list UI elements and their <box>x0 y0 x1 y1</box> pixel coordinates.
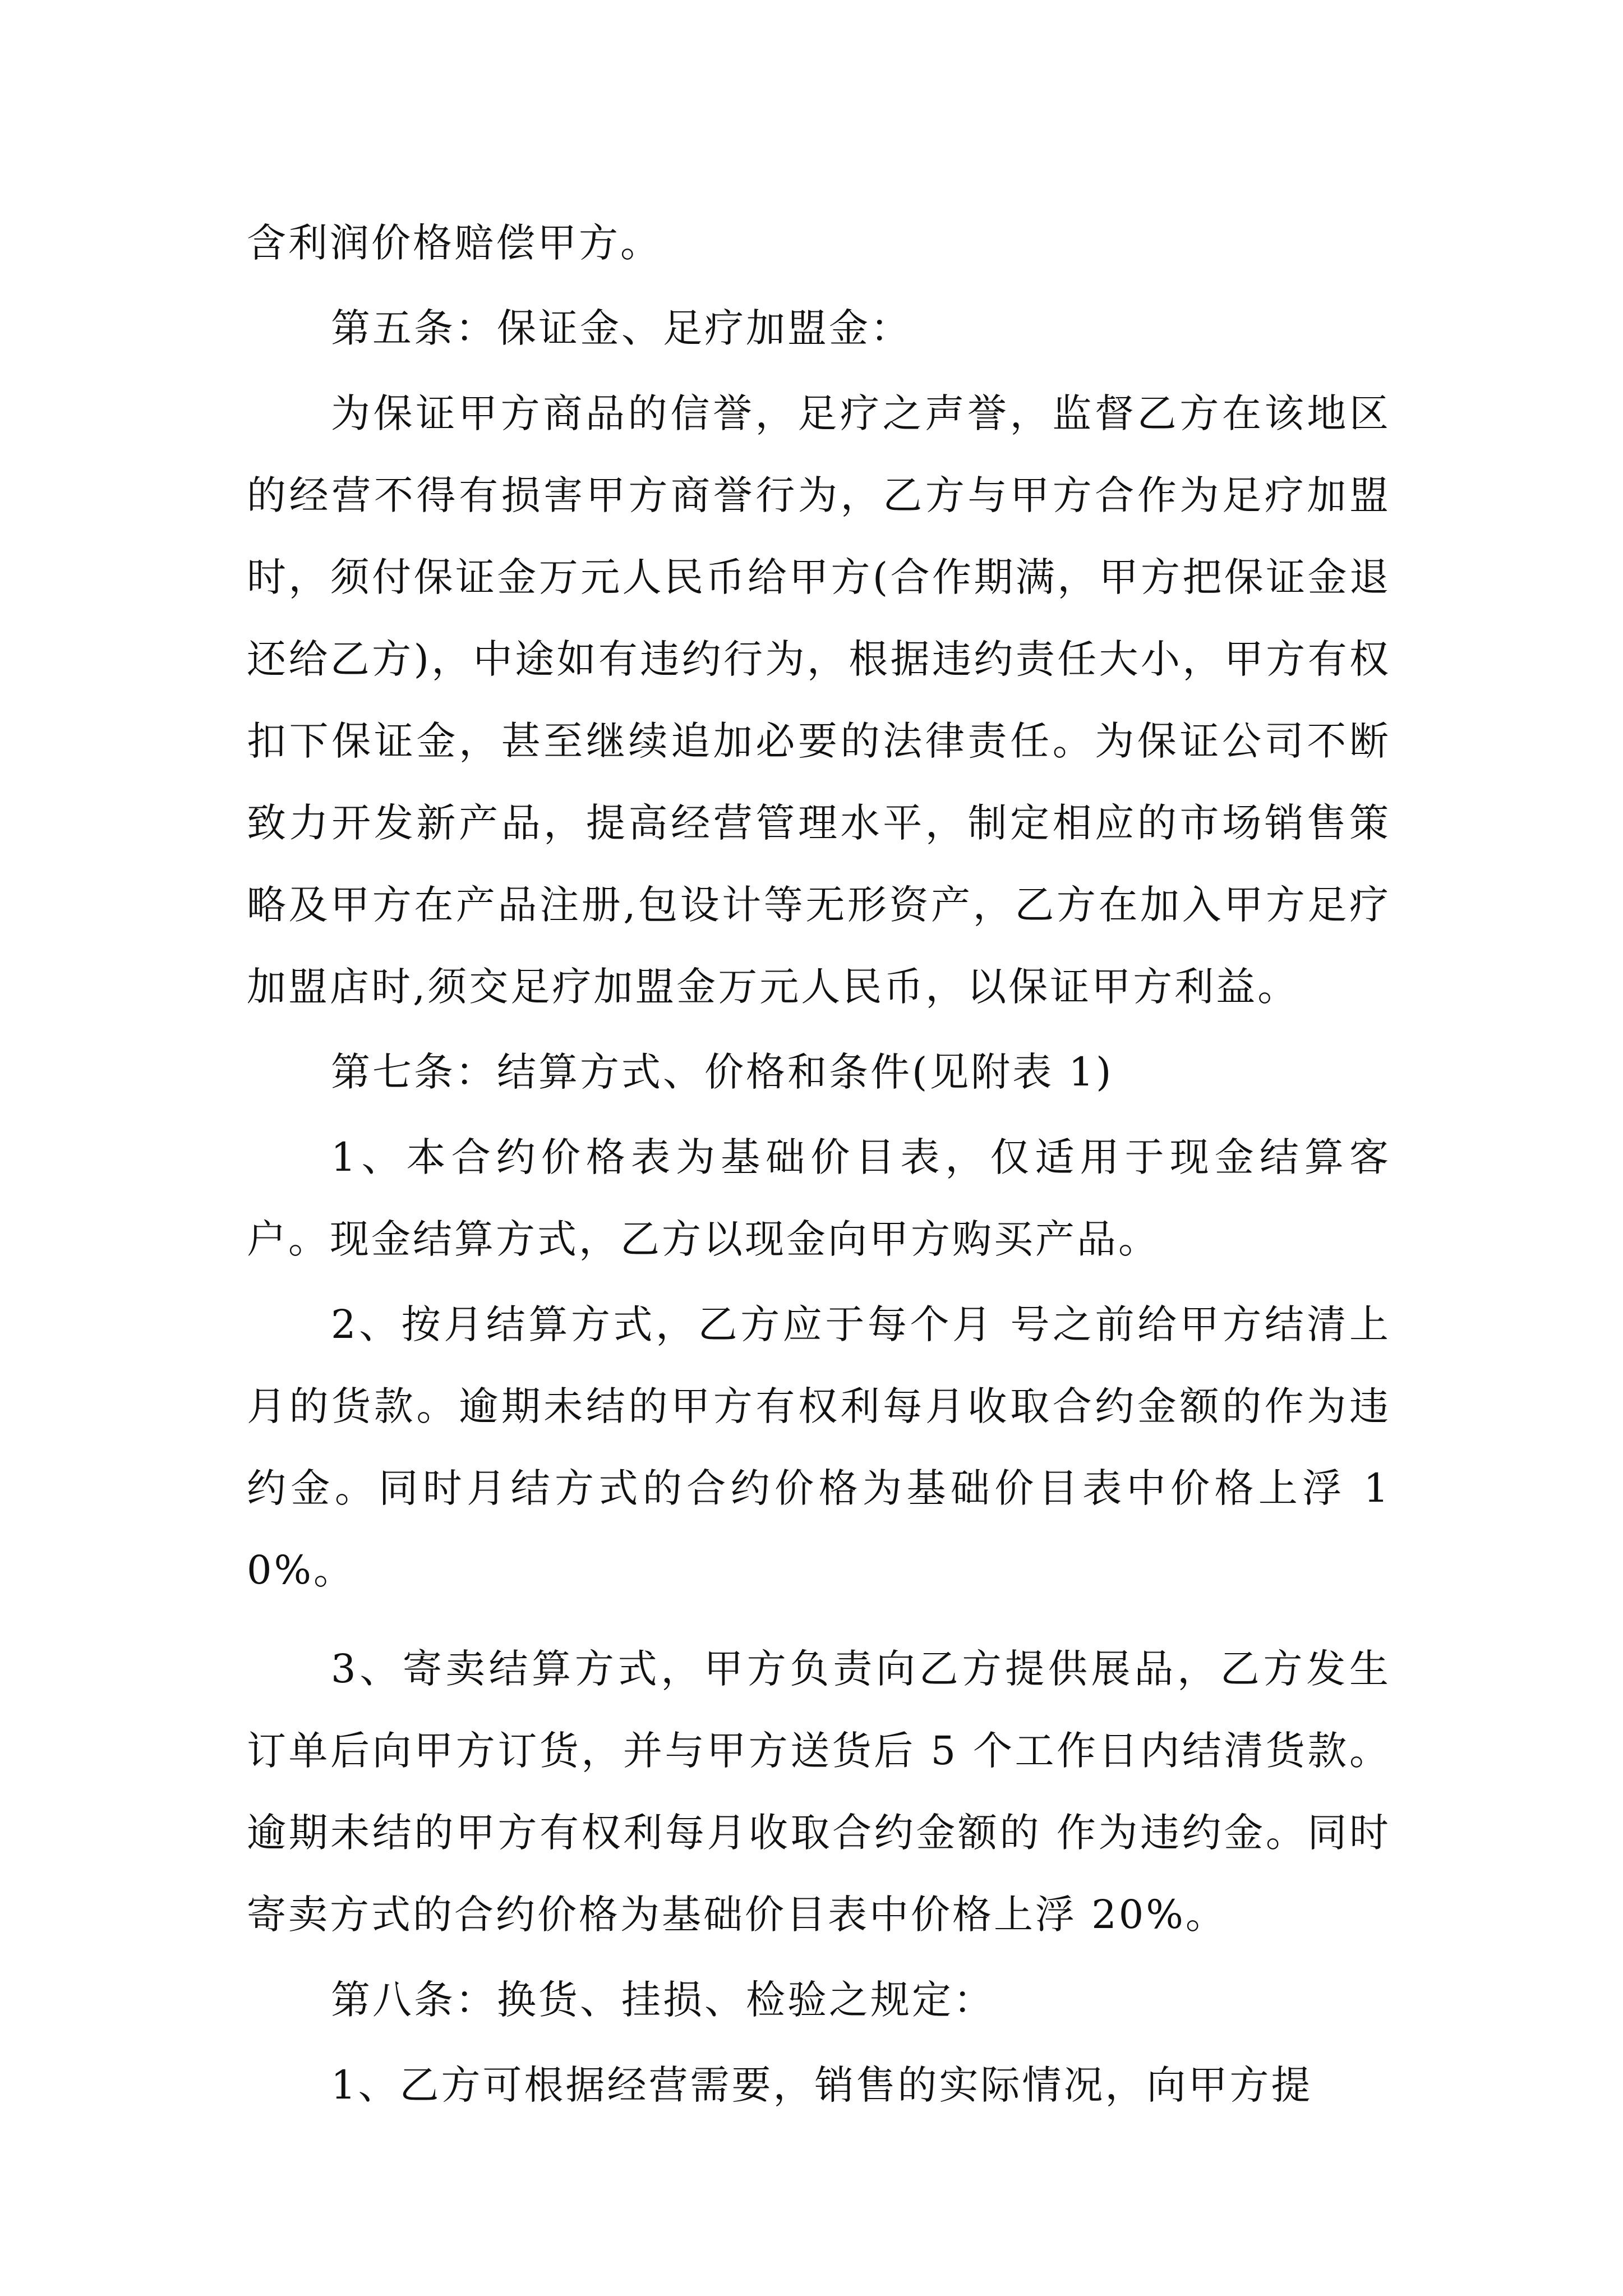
article-7-item-3: 3、寄卖结算方式，甲方负责向乙方提供展品，乙方发生订单后向甲方订货，并与甲方送货后 5 个工作日内结清货款。逾期未结的甲方有权利每月收取合约金额的 作为违约金。同时寄卖方式的合约价格为基础价目表中价格上浮 20%。 <box>247 1646 1391 1938</box>
article-7-item-1: 1、本合约价格表为基础价目表，仅适用于现金结算客户。现金结算方式，乙方以现金向甲方购买产品。 <box>247 1134 1391 1262</box>
article-5-body: 为保证甲方商品的信誉，足疗之声誉，监督乙方在该地区的经营不得有损害甲方商誉行为，乙方与甲方合作为足疗加盟时，须付保证金万元人民币给甲方(合作期满，甲方把保证金退还给乙方)，中途如有违约行为，根据违约责任大小，甲方有权扣下保证金，甚至继续追加必要的法律责任。为保证公司不断致力开发新产品，提高经营管理水平，制定相应的市场销售策略及甲方在产品注册,包设计等无形资产，乙方在加入甲方足疗加盟店时,须交足疗加盟金万元人民币，以保证甲方利益。 <box>247 390 1391 1010</box>
article-7-heading: 第七条：结算方式、价格和条件(见附表 1) <box>331 1049 1114 1095</box>
article-8-item-1: 1、乙方可根据经营需要，销售的实际情况，向甲方提 <box>331 2062 1313 2108</box>
paragraph-continuation: 含利润价格赔偿甲方。 <box>247 220 662 266</box>
document-body <box>247 202 1391 2126</box>
article-7-item-2: 2、按月结算方式，乙方应于每个月 号之前给甲方结清上月的货款。逾期未结的甲方有权利每月收取合约金额的作为违约金。同时月结方式的合约价格为基础价目表中价格上浮 10%。 <box>247 1301 1391 1593</box>
article-5-heading: 第五条：保证金、足疗加盟金： <box>331 305 912 351</box>
article-8-heading: 第八条：换货、挂损、检验之规定： <box>331 1977 995 2023</box>
